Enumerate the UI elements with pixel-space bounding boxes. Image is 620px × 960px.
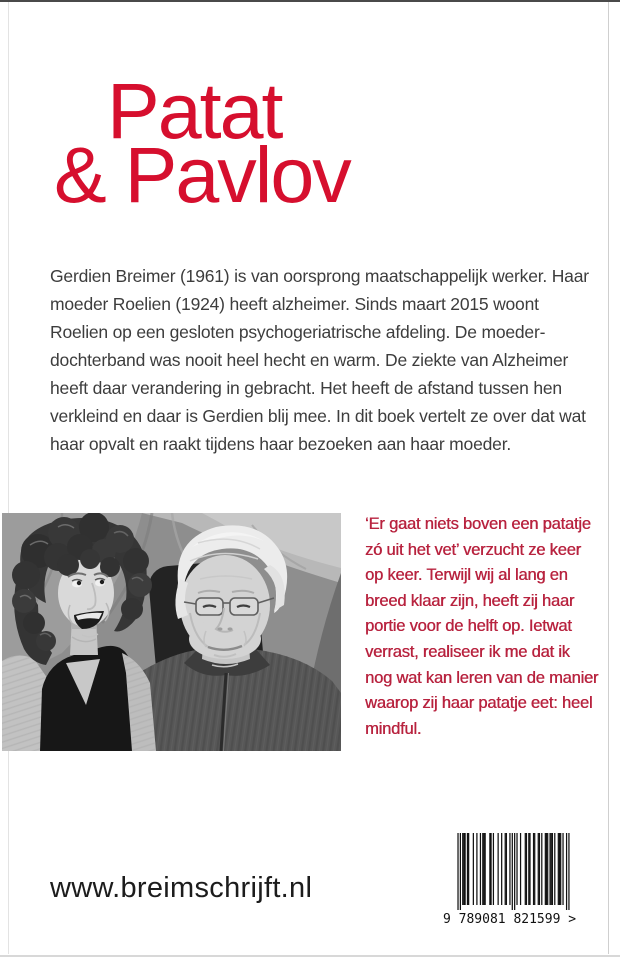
barcode-bars xyxy=(457,833,570,910)
photo-illustration xyxy=(2,513,341,751)
barcode xyxy=(443,833,593,927)
page-edge-right xyxy=(608,2,609,954)
title-line-2: & Pavlov xyxy=(54,130,350,219)
book-title xyxy=(54,66,350,219)
title-line-1: Patat xyxy=(107,66,282,155)
pull-quote: ‘Er gaat niets boven een patatje zó uit het vet’ verzucht ze keer op keer. Terwijl wij al lang en breed klaar zijn, heeft zij haar portie voor de helft op. Ietwat verrast, realiseer ik me dat ik nog wat kan leren van de manier waarop zij haar patatje eet: heel mindful. xyxy=(365,515,599,738)
author-bio: Gerdien Breimer (1961) is van oorsprong maatschappelijk werker. Haar moeder Roelien (1924) heeft alzheimer. Sinds maart 2015 woont Roelien op een gesloten psychogeriatrische afdeling. De moeder-dochterband was nooit heel hecht en warm. De ziekte van Alzheimer heeft daar verandering in gebracht. Het heeft de afstand tussen hen verkleind en daar is Gerdien blij mee. In dit boek vertelt ze over dat wat haar opvalt en raakt tijdens haar bezoeken aan haar moeder. xyxy=(50,266,589,454)
website-url: www.breimschrijft.nl xyxy=(50,872,313,904)
page-edge-bottom xyxy=(0,955,620,957)
page-edge-left xyxy=(8,2,9,954)
barcode-digits: 9 789081 821599 > xyxy=(443,912,577,927)
mother-daughter-photo xyxy=(2,513,341,751)
page-edge-top xyxy=(0,0,620,2)
